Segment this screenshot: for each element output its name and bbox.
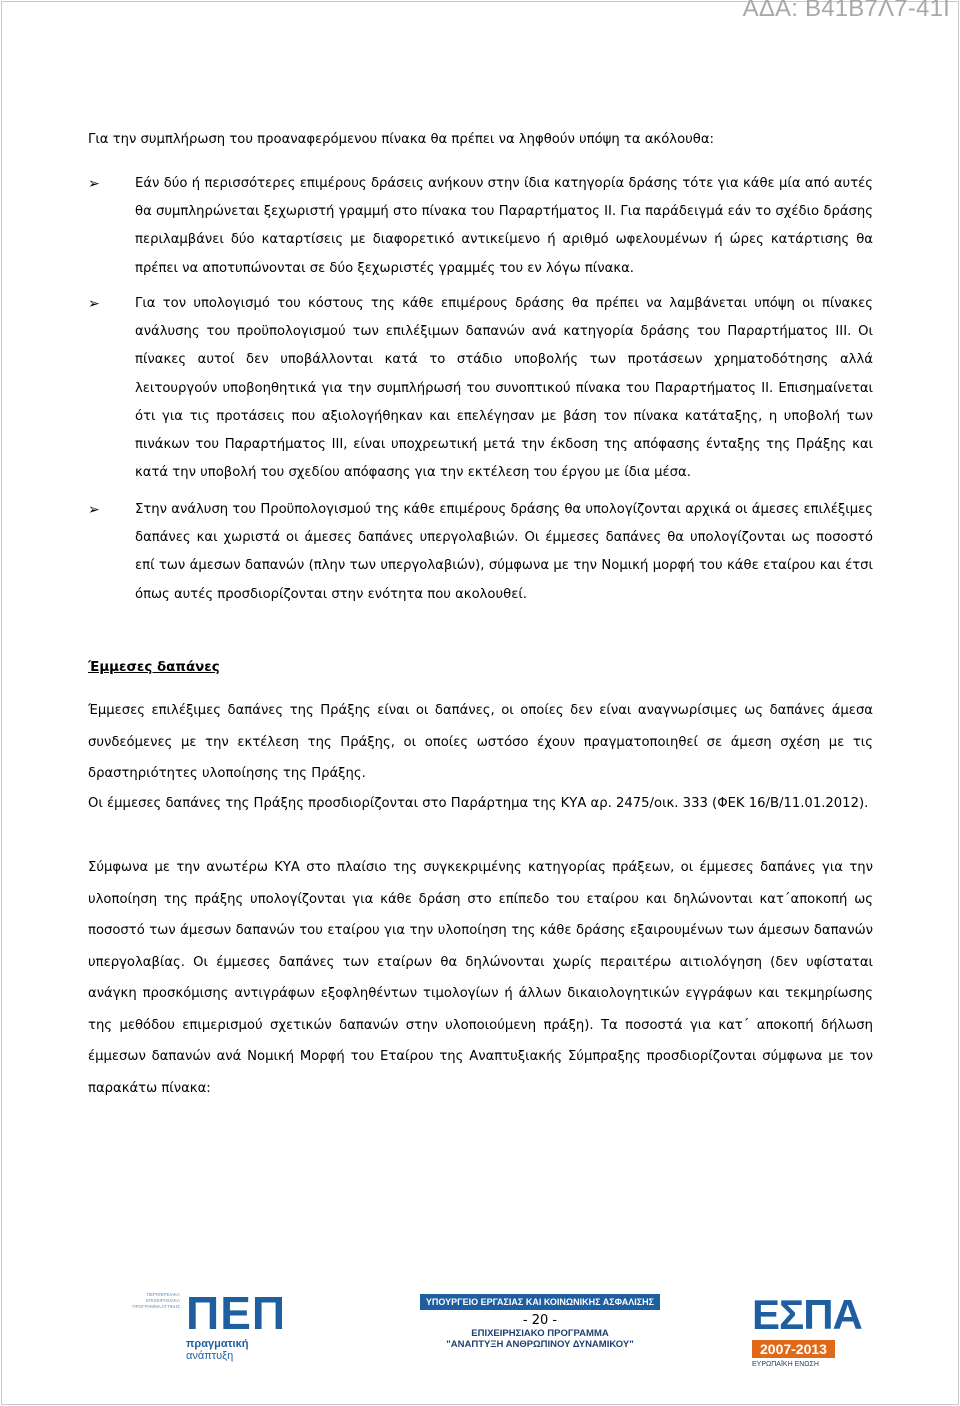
section-heading: Έμμεσες δαπάνες — [88, 660, 220, 675]
ada-code: ΑΔΑ: Β41Β7Λ7-41Ι — [742, 0, 950, 22]
bullet-text-1: Εάν δύο ή περισσότερες επιμέρους δράσεις ανήκουν στην ίδια κατηγορία δράσης τότε για κάθε μία από αυτές θα συμπληρώνεται ξεχωριστή γραμμή στο πίνακα του Παραρτήματος ΙΙ. Για παράδειγμά εάν το σχέδιο δράσης περιλαμβάνει δύο καταρτίσεις με διαφορετικό αντικείμενο ή αριθμό ωφελουμένων ή ώρες κατάρτισης θα πρέπει να αποτυπώνονται σε δύο ξεχωριστές γραμμές του εν λόγω πίνακα. — [135, 176, 873, 276]
ministry-title: ΥΠΟΥΡΓΕΙΟ ΕΡΓΑΣΙΑΣ ΚΑΙ ΚΟΙΝΩΝΙΚΗΣ ΑΣΦΑΛΙΣΗΣ — [420, 1294, 660, 1310]
intro-text: Για την συμπλήρωση του προαναφερόμενου πίνακα θα πρέπει να ληφθούν υπόψη τα ακόλουθα: — [88, 132, 714, 147]
espa-logo: ΕΣΠΑ 2007-2013 ΕΥΡΩΠΑΪΚΗ ΕΝΩΣΗ — [752, 1291, 862, 1368]
bullet-icon: ➢ — [88, 296, 100, 312]
paragraph-2: Οι έμμεσες δαπάνες της Πράξης προσδιορίζονται στο Παράρτημα της ΚΥΑ αρ. 2475/οικ. 333 (ΦΕΚ 16/Β/11.01.2012). — [88, 796, 869, 811]
page-number: - 20 - — [522, 1313, 558, 1328]
program-name-line2: "ΑΝΑΠΤΥΞΗ ΑΝΘΡΩΠΙΝΟΥ ΔΥΝΑΜΙΚΟΥ" — [446, 1339, 634, 1350]
ministry-logo — [420, 1294, 660, 1350]
pep-side-label: ΠΕΡΙΦΕΡΕΙΑΚΑ ΕΠΙΧΕΙΡΗΣΙΑΚΑ ΠΡΟΓΡΑΜΜΑ ΑΤΤΙΚΗΣ — [132, 1292, 180, 1309]
bullet-text-3: Στην ανάλυση του Προϋπολογισμού της κάθε επιμέρους δράσης θα υπολογίζονται αρχικά οι άμεσες επιλέξιμες δαπάνες και χωριστά οι άμεσες δαπάνες υπεργολαβιών. Οι έμμεσες δαπάνες θα υπολογίζονται ως ποσοστό επί των άμεσων δαπανών (πλην των υπεργολαβιών), σύμφωνα με την Νομική μορφή του κάθε εταίρου και έτσι όπως αυτές προσδιορίζονται στην ενότητα που ακολουθεί. — [135, 502, 873, 602]
paragraph-1: Έμμεσες επιλέξιμες δαπάνες της Πράξης είναι οι δαπάνες, οι οποίες δεν είναι αναγνωρίσιμες ως δαπάνες άμεσα συνδεόμενες με την εκτέλεση της Πράξης, οι οποίες ωστόσο έχουν πραγματοποιηθεί σε άμεση σχέση με τις δραστηριότητες υλοποίησης της Πράξης. — [88, 703, 873, 781]
paragraph-3: Σύμφωνα με την ανωτέρω ΚΥΑ στο πλαίσιο της συγκεκριμένης κατηγορίας πράξεων, οι έμμεσες δαπάνες για την υλοποίηση της πράξης υπολογίζονται για κάθε δράση στο επίπεδο του εταίρου και δηλώνονται κατ΄αποκοπή ως ποσοστό των άμεσων δαπανών του εταίρου για την υλοποίηση της κάθε δράσης εξαιρουμένων των άμεσων δαπανών υπεργολαβίας. Οι έμμεσες δαπάνες των εταίρων θα δηλώνονται χωρίς περαιτέρω αιτιολόγηση (δεν υφίσταται ανάγκη προσκόμισης αντιγράφων εξοφληθέντων τιμολογίων ή άλλων δικαιολογητικών εγγράφων και τεκμηρίωσης της μεθόδου επιμερισμού σχετικών δαπανών στην υλοποιούμενη πράξη). Τα ποσοστά για κατ΄ αποκοπή δήλωση έμμεσων δαπανών ανά Νομική Μορφή του Εταίρου της Αναπτυξιακής Σύμπραξης προσδιορίζονται σύμφωνα με τον παρακάτω πίνακα: — [88, 860, 873, 1096]
bullet-icon: ➢ — [88, 502, 100, 518]
program-name-line1: ΕΠΙΧΕΙΡΗΣΙΑΚΟ ΠΡΟΓΡΑΜΜΑ — [471, 1328, 609, 1339]
pep-logo: ΠΕΠ πραγματική ανάπτυξη — [186, 1287, 287, 1362]
bullet-text-2: Για τον υπολογισμό του κόστους της κάθε επιμέρους δράσης θα πρέπει να λαμβάνεται υπόψη οι πίνακες ανάλυσης του προϋπολογισμού των επιλέξιμων δαπανών ανά κατηγορία δράσης του Παραρτήματος ΙΙΙ. Οι πίνακες αυτοί δεν υποβάλλονται κατά το στάδιο υποβολής των προτάσεων χρηματοδότησης αλλά λειτουργούν υποβοηθητικά για την συμπλήρωσή του συνοπτικού πίνακα του Παραρτήματος ΙΙ. Επισημαίνεται ότι για τις προτάσεις που αξιολογήθηκαν και επελέγησαν με βάση τον πίνακα κατάταξης, η υποβολή των πινάκων του Παραρτήματος ΙΙΙ, είναι υποχρεωτική μετά την έκδοση της απόφασης ένταξης της Πράξης και κατά την υποβολή του σχεδίου απόφασης για την εκτέλεση του έργου με ίδια μέσα. — [135, 296, 873, 481]
bullet-icon: ➢ — [88, 176, 100, 192]
